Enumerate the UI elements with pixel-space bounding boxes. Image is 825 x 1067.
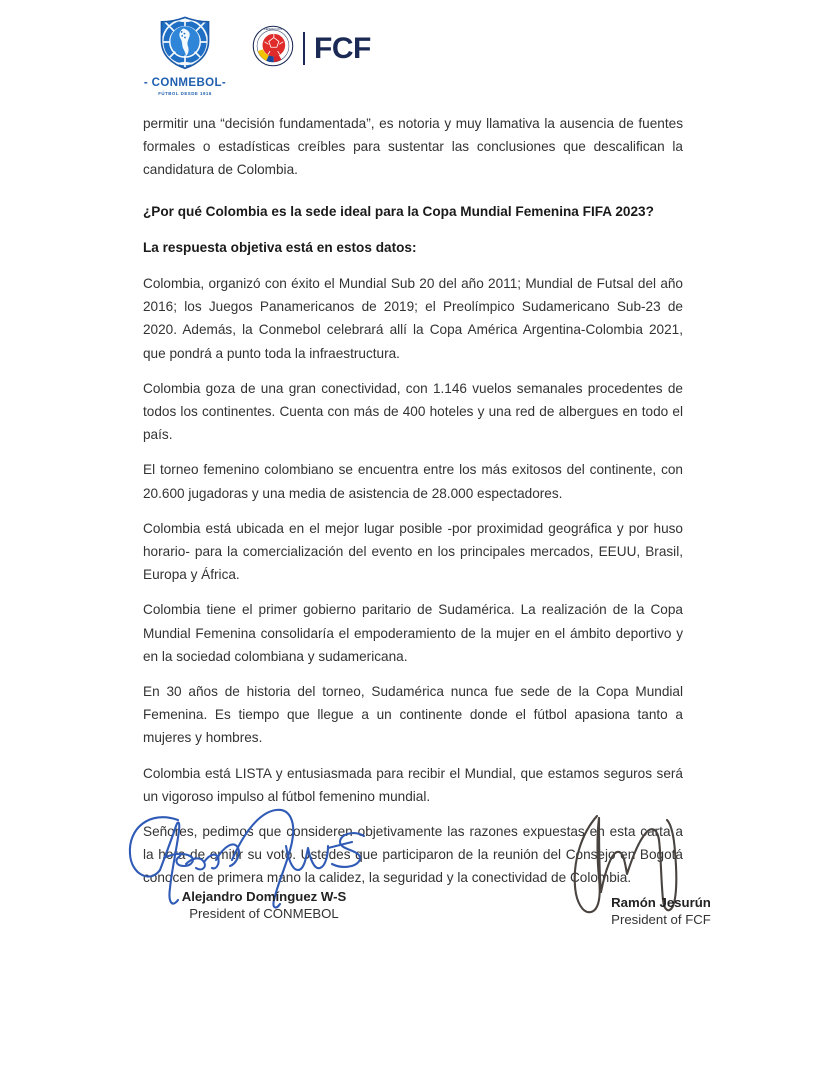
svg-text:FEDERACION: FEDERACION: [264, 28, 282, 32]
paragraph-womens-league: El torneo femenino colombiano se encuentra entre los más exitosos del continente, con 20.600 jugadoras y una media de asistencia de 28.000 espectadores.: [143, 462, 683, 501]
letter-body: [143, 112, 683, 902]
paragraph-question-heading: ¿Por qué Colombia es la sede ideal para la Copa Mundial Femenina FIFA 2023?: [143, 203, 654, 219]
paragraph-answer-heading: La respuesta objetiva está en estos datos:: [143, 239, 417, 255]
signature-block-conmebol: [120, 800, 400, 923]
signature-block-fcf: [535, 806, 765, 929]
fcf-divider: [303, 32, 305, 65]
signature-names-fcf: [557, 894, 765, 929]
logo-row: [143, 14, 371, 96]
signature-title-fcf: President of FCF: [611, 912, 711, 927]
signature-ink-alejandro-dominguez: [120, 800, 400, 886]
signature-name-conmebol: Alejandro Domínguez W-S: [181, 889, 347, 904]
paragraph-location: Colombia está ubicada en el mejor lugar posible -por proximidad geográfica y por huso horario- para la comercialización del evento en los principales mercados, EEUU, Brasil, Europa y África.: [143, 520, 683, 583]
paragraph-1: permitir una “decisión fundamentada”, es notoria y muy llamativa la ausencia de fuentes formales o estadísticas creíbles para sustentar las conclusiones que descalifican la candidatura de Colombia.: [143, 116, 683, 178]
signature-ink-ramon-jesurun: [535, 806, 765, 892]
conmebol-wordmark: - CONMEBOL-: [143, 77, 227, 89]
paragraph-connectivity: Colombia goza de una gran conectividad, con 1.146 vuelos semanales procedentes de todos los continentes. Cuenta con más de 400 hoteles y una red de albergues en todo el país.: [143, 380, 683, 443]
signature-names-conmebol: [128, 888, 400, 923]
fcf-wordmark: FCF: [314, 31, 371, 65]
conmebol-shield-icon: [157, 14, 213, 75]
paragraph-closing: Señores, pedimos que consideren objetivamente las razones expuestas en esta carta a la hora de emitir su voto. Ustedes que participaron de la reunión del Consejo en Bogotá conocen de primera mano la calidez, la seguridad y la conectividad de Colombia.: [143, 824, 683, 886]
fcf-ball-icon: [252, 25, 294, 72]
conmebol-logo: [143, 14, 227, 96]
fcf-logo: [252, 25, 371, 72]
paragraph-government: Colombia tiene el primer gobierno paritario de Sudamérica. La realización de la Copa Mundial Femenina consolidaría el empoderamiento de la mujer en el ámbito deportivo y en la sociedad colombiana y sudamericana.: [143, 602, 683, 664]
paragraph-history: En 30 años de historia del torneo, Sudamérica nunca fue sede de la Copa Mundial Femenina. Es tiempo que llegue a un continente donde el fútbol apasiona tanto a mujeres y hombres.: [143, 684, 683, 746]
paragraph-ready: Colombia está LISTA y entusiasmada para recibir el Mundial, que estamos seguros será un vigoroso impulso al fútbol femenino mundial.: [143, 765, 683, 804]
signature-area: [0, 800, 825, 960]
signature-title-conmebol: President of CONMEBOL: [189, 906, 339, 921]
paragraph-events: Colombia, organizó con éxito el Mundial Sub 20 del año 2011; Mundial de Futsal del año 2016; los Juegos Panamericanos de 2019; el Preolímpico Sudamericano Sub-23 de 2020. Además, la Conmebol celebrará allí la Copa América Argentina-Colombia 2021, que pondrá a punto toda la infraestructura.: [143, 276, 683, 361]
conmebol-tagline: FÚTBOL DESDE 1916: [158, 91, 212, 96]
signature-name-fcf: Ramón Jesurún: [611, 895, 711, 910]
letterhead: [0, 14, 825, 106]
